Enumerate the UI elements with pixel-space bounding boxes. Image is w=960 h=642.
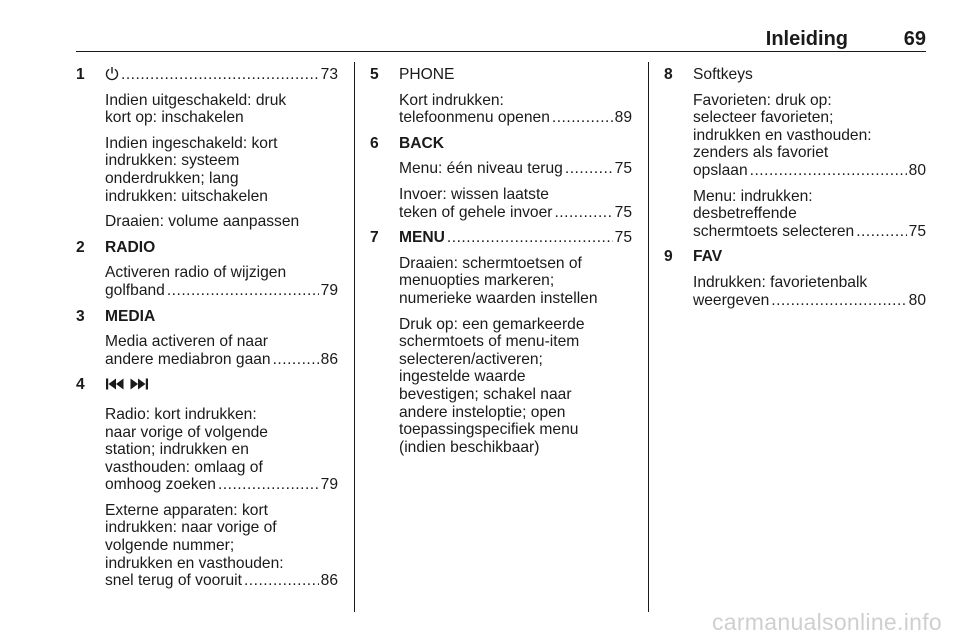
description: Draaien: volume aanpassen: [105, 213, 300, 231]
entry-number: 8: [664, 66, 673, 83]
entry-key: Softkeys: [693, 66, 753, 83]
description: Activeren radio of wijzigen golfband ..... 79: [105, 264, 338, 299]
column-3: [664, 66, 926, 309]
column-divider: [354, 62, 355, 612]
entry-key: RADIO: [105, 238, 156, 256]
entry-8: [664, 66, 926, 240]
description: Radio: kort indrukken: naar vorige of volgende station; indrukken en vasthouden: omlaag of omhoog zoeken ..... 79: [105, 406, 338, 494]
description: Externe apparaten: kort indrukken: naar vorige of volgende nummer; indrukken en vasthouden: snel terug of vooruit ..... 86: [105, 502, 338, 590]
watermark: carmanualsonline.info: [711, 609, 942, 635]
page-ref: 75: [614, 203, 632, 221]
entry-7: [370, 229, 632, 456]
entry-6: [370, 135, 632, 221]
entry-1: [76, 66, 338, 231]
page-ref: 86: [320, 572, 338, 590]
description: Media activeren of naar andere mediabron gaan ..... 86: [105, 333, 338, 368]
entry-number: 7: [370, 229, 379, 247]
description: Draaien: schermtoetsen of menuopties markeren; numerieke waarden instellen: [399, 254, 598, 307]
page-ref: 79: [320, 476, 338, 494]
column-divider: [648, 62, 649, 612]
entry-5: [370, 66, 632, 127]
entry-number: 1: [76, 66, 85, 83]
entry-4: [76, 376, 338, 590]
entry-number: 5: [370, 66, 379, 83]
entry-key: BACK: [399, 134, 445, 152]
page-ref: 80: [908, 291, 926, 309]
column-1: [76, 66, 338, 590]
entry-key: PHONE: [399, 66, 455, 83]
page-ref: 89: [614, 109, 632, 127]
description: Indien uitgeschakeld: druk kort op: inschakelen: [105, 91, 287, 127]
description: Menu: indrukken: desbetreffende schermtoets selecteren ..... 75: [693, 188, 926, 241]
page-ref: 86: [320, 350, 338, 368]
description: Indrukken: favorietenbalk weergeven ..... 80: [693, 274, 926, 309]
next-track-icon: [129, 377, 149, 391]
page-ref: 79: [320, 281, 338, 299]
section-title: Inleiding: [765, 28, 848, 50]
description: Kort indrukken: telefoonmenu openen ..... 89: [399, 92, 632, 127]
entry-number: 3: [76, 307, 85, 325]
entry-3: [76, 308, 338, 369]
entry-key: FAV: [693, 248, 723, 266]
previous-track-icon: [105, 377, 125, 391]
entry-2: [76, 239, 338, 300]
description: Menu: één niveau terug ..... 75: [399, 160, 632, 178]
column-2: [370, 66, 632, 456]
description: Favorieten: druk op: selecteer favorieten; indrukken en vasthouden: zenders als favoriet opslaan ..... 80: [693, 92, 926, 180]
entry-key: MENU ..... 75: [399, 229, 632, 247]
page-ref: 75: [908, 222, 926, 240]
entry-9: [664, 248, 926, 309]
entry-key: MEDIA: [105, 307, 156, 325]
page-number: 69: [903, 28, 926, 50]
page-ref: 73: [320, 66, 338, 83]
description: Druk op: een gemarkeerde schermtoets of menu-item selecteren/activeren; ingestelde waarde bevestigen; schakel naar andere insteloptie; open toepassingspecifiek menu (indien beschikbaar): [399, 315, 585, 456]
description: Invoer: wissen laatste teken of gehele invoer ..... 75: [399, 186, 632, 221]
entry-key: [105, 66, 338, 84]
entry-number: 6: [370, 134, 379, 152]
page-ref: 75: [614, 229, 632, 247]
entry-number: 2: [76, 238, 85, 256]
entry-key: [105, 376, 338, 394]
entry-number: 9: [664, 248, 673, 266]
description: Indien ingeschakeld: kort indrukken: systeem onderdrukken; lang indrukken: uitschakelen: [105, 134, 278, 205]
page-header: [76, 27, 926, 52]
entry-number: 4: [76, 376, 85, 394]
page-ref: 80: [908, 161, 926, 179]
page-ref: 75: [614, 160, 632, 178]
power-icon: [105, 66, 119, 81]
